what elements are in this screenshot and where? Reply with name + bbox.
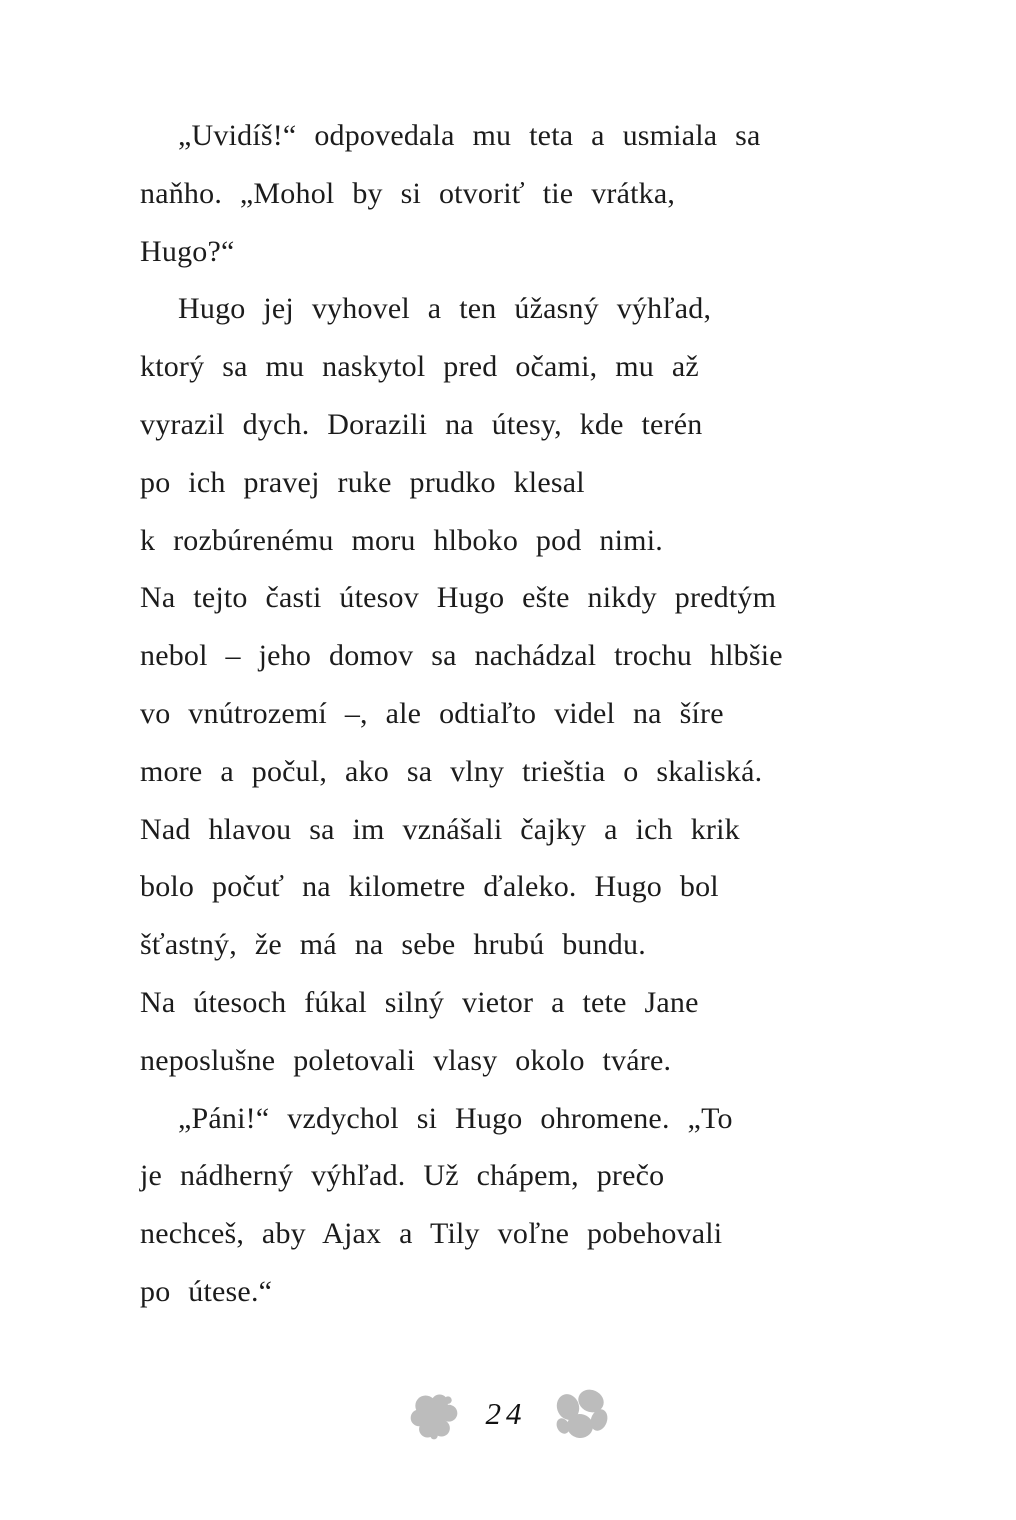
leaves-ornament-icon: [551, 1385, 611, 1447]
paragraph: [140, 1090, 888, 1321]
text-line: Nad hlavou sa im vznášali čajky a ich krik: [140, 812, 740, 846]
text-line: po ich pravej ruke prudko klesal: [140, 465, 585, 499]
text-line: more a počul, ako sa vlny trieštia o skaliská.: [140, 754, 763, 788]
text-line: Hugo?“: [140, 234, 235, 268]
text-line: po útese.“: [140, 1274, 273, 1308]
page-text: [140, 107, 888, 1321]
flower-cluster-ornament-icon: [406, 1386, 462, 1446]
text-line: vyrazil dych. Dorazili na útesy, kde terén: [140, 407, 703, 441]
text-line: nebol – jeho domov sa nachádzal trochu hlbšie: [140, 639, 783, 673]
text-line: ktorý sa mu naskytol pred očami, mu až: [140, 350, 699, 384]
text-line: k rozbúrenému moru hlboko pod nimi.: [140, 523, 663, 557]
page-number: 24: [485, 1395, 527, 1431]
text-line: naňho. „Mohol by si otvoriť tie vrátka,: [140, 176, 676, 210]
text-line: neposlušne poletovali vlasy okolo tváre.: [140, 1043, 672, 1077]
text-line: Hugo jej vyhovel a ten úžasný výhľad,: [178, 292, 712, 326]
text-line: nechceš, aby Ajax a Tily voľne pobehovali: [140, 1217, 723, 1251]
text-line: „Uvidíš!“ odpovedala mu teta a usmiala sa: [178, 119, 761, 152]
text-line: vo vnútrozemí –, ale odtiaľto videl na šíre: [140, 696, 724, 730]
paragraph: [140, 107, 888, 280]
paragraph: [140, 280, 888, 1089]
text-line: Na útesoch fúkal silný vietor a tete Jane: [140, 985, 699, 1019]
text-line: je nádherný výhľad. Už chápem, prečo: [140, 1159, 665, 1193]
text-line: „Páni!“ vzdychol si Hugo ohromene. „To: [178, 1101, 733, 1135]
text-line: bolo počuť na kilometre ďaleko. Hugo bol: [140, 870, 719, 904]
text-line: šťastný, že má na sebe hrubú bundu.: [140, 928, 646, 962]
page-footer: [0, 1376, 1016, 1456]
text-line: Na tejto časti útesov Hugo ešte nikdy predtým: [140, 581, 777, 615]
